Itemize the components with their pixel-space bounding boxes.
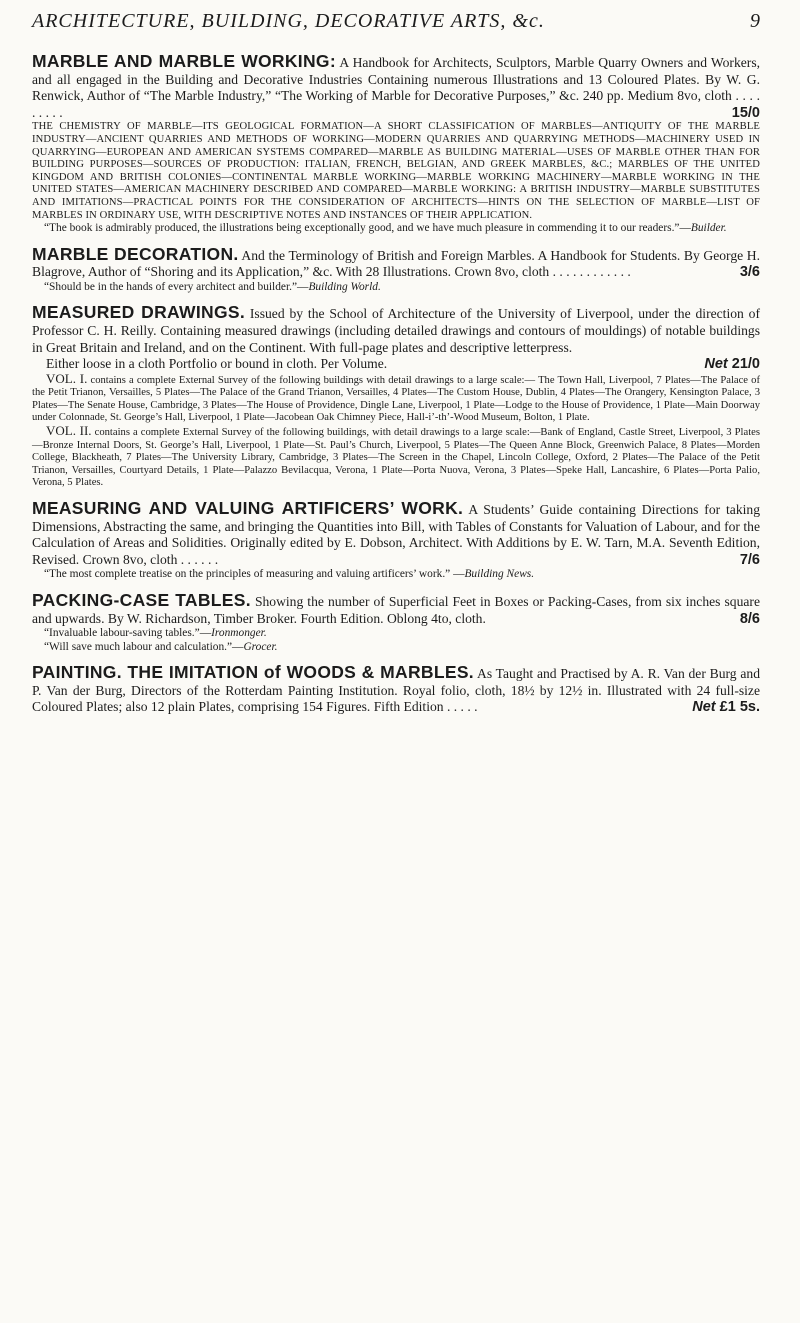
entry-price [692,699,760,716]
price-value: 21/0 [731,356,760,373]
entry-review [32,281,760,295]
volume-label: VOL. I. [46,370,88,386]
running-head: ARCHITECTURE, BUILDING, DECORATIVE ARTS, &c. [32,10,545,32]
entry-price: 15/0 [731,104,760,121]
entry-description [32,500,760,568]
entry-marble-decoration [32,243,760,295]
volume-two [32,425,760,490]
entry-review [32,222,760,236]
entry-review [32,568,760,582]
entry-description [32,589,760,627]
volume-contents: contains a complete External Survey of the following buildings with detail drawings to a large scale:— The Town Hall, Liverpool, 7 Plates—The Palace of the Petit Trianon, Versailles, 5 Plates—The Palace of the Grand Trianon, Versailles, 4 Plates—The Custom House, Dublin, 4 Plates—The Orangery, Kensington Palace, 3 Plates—The Senate House, Cambridge, 3 Plates—The House of Providence, Dingle Lane, Liverpool, 1 Plate—Lodge to the House of Providence, 1 Plate—Main Doorway under Colonnade, St. George’s Hall, Liverpool, 1 Plate—Jacobean Oak Chimney Piece, Hall-i’-th’-Wood Museum, Bolton, 1 Plate. [32,374,761,424]
entry-title: PACKING-CASE TABLES. [32,589,251,610]
entry-description [32,304,760,356]
entry-price: 7/6 [739,551,760,568]
entry-text: Issued by the School of Architecture of the University of Liverpool, under the direction of Professor C. H. Reilly. Containing measured drawings (including detailed drawings and contours of mouldings) of notable buildings in Great Britain and Ireland, and on the Continent. With full-page plates and descriptive letterpress. [32,306,761,355]
entry-text: Showing the number of Superficial Feet in Boxes or Packing-Cases, from six inches square and upwards. By W. Richardson, Timber Broker. Fourth Edition. Oblong 4to, cloth. [32,593,760,626]
entry-review-2 [32,641,760,655]
entry-price: 8/6 [739,610,760,627]
entry-contents: THE CHEMISTRY OF MARBLE—ITS GEOLOGICAL FORMATION—A SHORT CLASSIFICATION OF MARBLES—ANTIQUITY OF THE MARBLE INDUSTRY—ANCIENT QUARRIES AND METHODS OF WORKING—MODERN QUARRIES AND QUARRYING METHODS—MACHINERY USED IN QUARRYING—EUROPEAN AND AMERICAN SYSTEMS COMPARED—MARBLE AS BUILDING MATERIAL—USES OF MARBLE OTHER THAN FOR BUILDING PURPOSES—SOURCES OF PRODUCTION: ITALIAN, FRENCH, BELGIAN, AND GREEK MARBLES, &C.; MARBLES OF THE UNITED KINGDOM AND BRITISH COLONIES—CONTINENTAL MARBLE WORKING—MARBLE WORKING MACHINERY—MARBLE WORKING IN THE UNITED STATES—AMERICAN MACHINERY DESCRIBED AND COMPARED—MARBLE WORKING: A BRITISH INDUSTRY—MARBLE SUBSTITUTES AND IMITATIONS—PRACTICAL POINTS FOR THE CONSIDERATION OF ARCHITECTS—HINTS ON THE SELECTION OF MARBLE—LIST OF MARBLES IN ORDINARY USE, WITH DESCRIPTIVE NOTES AND INSTANCES OF THEIR APPLICATION. [32,121,760,221]
entry-binding-note [32,356,760,373]
review-text: “Will save much labour and calculation.”— [44,640,244,653]
entry-title: MARBLE DECORATION. [32,243,239,264]
entry-description [32,664,760,716]
entry-marble-working [32,53,760,236]
review-source: Grocer. [243,640,278,653]
entry-measured-drawings [32,304,760,490]
price-label: Net [704,356,728,373]
review-text: “Invaluable labour-saving tables.”— [44,627,212,640]
entry-price [690,356,760,373]
price-label: Net [692,699,716,716]
entry-text: A Students’ Guide containing Directions for taking Dimensions, Abstracting the same, and bringing the Quantities into Bill, with Tables of Constants for Valuation of Labour, and for the Calculation of Areas and Solidities. Originally edited by E. Dobson, Architect. With Additions by E. W. Tarn, M.A. Seventh Edition, Revised. Crown 8vo, cloth . . . . . . [32,502,760,567]
page-header [32,10,760,33]
review-source: Building News. [464,568,535,581]
entry-title: MARBLE AND MARBLE WORKING: [32,51,336,71]
volume-one [32,370,761,425]
entry-packing-case-tables [32,589,760,654]
entry-description [32,53,760,121]
review-text: “Should be in the hands of every architect and builder.”— [44,280,309,293]
entry-review [32,627,760,641]
entry-title: PAINTING. THE IMITATION of WOODS & MARBLES. [32,662,474,683]
entry-painting-imitation [32,664,760,716]
entry-text: As Taught and Practised by A. R. Van der Burg and P. Van der Burg, Directors of the Rotterdam Painting Institution. Royal folio, cloth, 18½ by 12½ in. Illustrated with 24 full-size Coloured Plates; also 12 plain Plates, comprising 154 Figures. Fifth Edition . . . . . [32,666,760,715]
entry-price: 3/6 [739,264,760,281]
volume-contents: contains a complete External Survey of the following buildings, with detail drawings to a large scale:—Bank of England, Castle Street, Liverpool, 3 Plates—Bronze Internal Doors, St. George’s Hall, Liverpool, 1 Plate—St. Paul’s Church, Liverpool, 5 Plates—The Queen Anne Block, Greenwich Palace, 8 Plates—Morden College, Blackheath, 7 Plates—The University Library, Cambridge, 3 Plates—The Screen in the Chapel, Lincoln College, Oxford, 2 Plates—The Palace of the Petit Trianon, Versailles, Courtyard Details, 1 Plate—Palazzo Bevilacqua, Verona, 1 Plate—Porta Nuova, Verona, 3 Plates—Speke Hall, Lancashire, 6 Plates—Porta Palio, Verona, 5 Plates. [32,427,760,489]
entry-title: MEASURING AND VALUING ARTIFICERS’ WORK. [32,498,464,519]
entry-measuring-valuing [32,500,760,582]
review-text: “The book is admirably produced, the illustrations being exceptionally good, and we have much pleasure in commending it to our readers.”— [44,222,691,235]
entry-description [32,243,760,281]
volume-label: VOL. II. [46,423,92,439]
entry-text: And the Terminology of British and Foreign Marbles. A Handbook for Students. By George H. Blagrove, Author of “Shoring and its Application,” &c. With 28 Illustrations. Crown 8vo, cloth . . . . . . . . . . . . [32,247,760,280]
entry-text: A Handbook for Architects, Sculptors, Marble Quarry Owners and Workers, and all engaged in the Building and Decorative Industries Containing numerous Illustrations and 13 Coloured Plates. By W. G. Renwick, Author of “The Marble Industry,” “The Working of Marble for Decorative Purposes,” &c. 240 pp. Medium 8vo, cloth . . . . . . . . . [32,55,761,120]
review-source: Ironmonger. [211,627,267,640]
binding-text: Either loose in a cloth Portfolio or bound in cloth. Per Volume. [46,356,388,372]
review-source: Builder. [690,222,727,235]
review-source: Building World. [308,280,381,293]
price-value: £1 5s. [719,699,760,716]
entry-title: MEASURED DRAWINGS. [32,302,245,323]
page-number: 9 [750,10,760,32]
review-text: “The most complete treatise on the principles of measuring and valuing artificers’ work.” — [44,568,465,581]
